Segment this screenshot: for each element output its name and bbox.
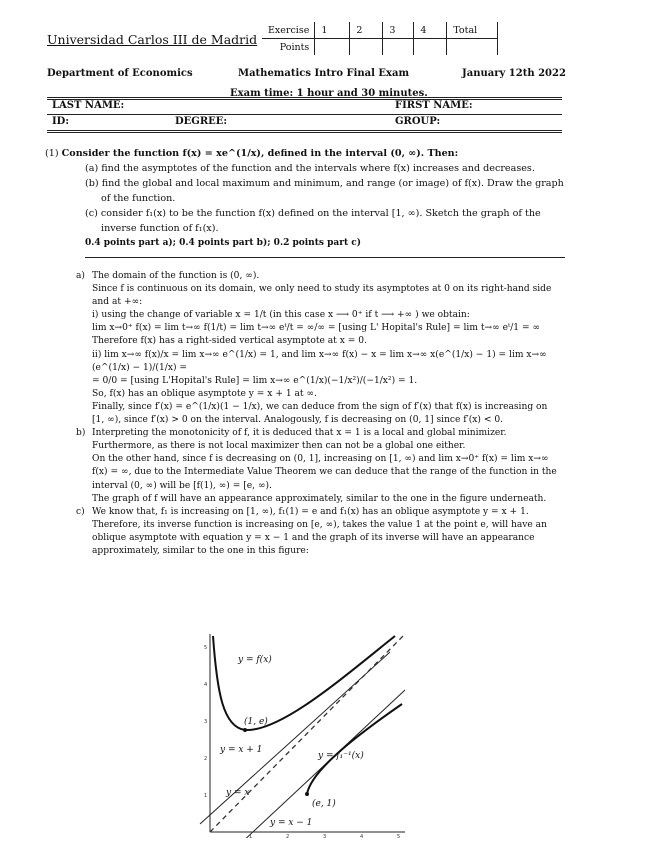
- id-field[interactable]: ID:: [52, 116, 70, 127]
- exam-title: Mathematics Intro Final Exam: [238, 68, 410, 79]
- y-tick-1: 1: [204, 793, 208, 799]
- score-row-points-label: Points: [279, 41, 310, 53]
- score-col-4: 4: [414, 22, 447, 39]
- exam-date: January 12th 2022: [462, 68, 566, 79]
- label-asym2: y = x − 1: [270, 818, 313, 828]
- y-tick-5: 5: [204, 645, 208, 651]
- score-col-3: 3: [383, 22, 414, 39]
- score-col-2: 2: [350, 22, 383, 39]
- question-item-c: (c) consider f₁(x) to be the function f(x) defined on the interval [1, ∞). Sketch the graph of the inverse function of f₁(x).: [85, 208, 541, 234]
- score-col-1: 1: [315, 22, 350, 39]
- score-col-total: Total: [447, 22, 498, 39]
- points-distribution: 0.4 points part a); 0.4 points part b); 0.2 points part c): [85, 238, 361, 248]
- first-name-field[interactable]: FIRST NAME:: [395, 100, 473, 111]
- x-tick-1: 1: [249, 834, 253, 840]
- points-cell-2[interactable]: [350, 39, 383, 56]
- label-asym1: y = x + 1: [220, 745, 263, 755]
- department: Department of Economics: [47, 68, 193, 79]
- y-tick-4: 4: [204, 682, 208, 688]
- x-tick-3: 3: [323, 834, 327, 840]
- points-cell-total[interactable]: [447, 39, 498, 56]
- question-item-b: (b) find the global and local maximum and minimum, and range (or image) of f(x). Draw the graph of the function.: [85, 178, 564, 204]
- points-cell-4[interactable]: [414, 39, 447, 56]
- score-row-exercise-label: Exercise: [262, 22, 315, 39]
- label-f: y = f(x): [238, 655, 272, 665]
- y-tick-2: 2: [204, 756, 208, 762]
- x-tick-5: 5: [397, 834, 401, 840]
- degree-field[interactable]: DEGREE:: [175, 116, 228, 127]
- score-table: [262, 22, 498, 55]
- y-tick-3: 3: [204, 719, 208, 725]
- label-inv-point: (e, 1): [312, 799, 336, 809]
- group-field[interactable]: GROUP:: [395, 116, 441, 127]
- points-cell-1[interactable]: [315, 39, 350, 56]
- solution-part-a: a) The domain of the function is (0, ∞). Since f is continuous on its domain, we only need to study its asymptotes at 0 on its right-hand side and at +∞: i) using the change of variable x = 1/t (in this case x ⟶ 0⁺ if t ⟶ +∞ ) we obtain: lim x→0⁺ f(x) = lim t→∞ f(1/t) = lim t→∞ eᵗ/t = ∞/∞ = [using L' Hopital's Rule] = lim t→∞ eᵗ/1 = ∞ Therefore f(x) has a right-sided vertical asymptote at x = 0. ii) lim x→∞ f(x)/x = lim x→∞ e^(1/x) = 1, and lim x→∞ f(x) − x = lim x→∞ x(e^(1/x) − 1) = lim x→∞ (e^(1/x) − 1)/(1/x) = = 0/0 = [using L'Hopital's Rule] = lim x→∞ e^(1/x)(−1/x²)/(−1/x²) = 1. So, f(x) has an oblique asymptote y = x + 1 at ∞. Finally, since f′(x) = e^(1/x)(1 − 1/x), we can deduce from the sign of f′(x) that f(x) is increasing on [1, ∞), since f′(x) > 0 on the interval. Analogously, f is decreasing on (0, 1] since f′(x) < 0.: [76, 271, 552, 426]
- solution-block: [76, 270, 562, 558]
- min-point-marker: [243, 728, 247, 732]
- points-cell-3[interactable]: [383, 39, 414, 56]
- curve-f: [213, 636, 395, 730]
- solution-part-c: c) We know that, f₁ is increasing on [1, ∞), f₁(1) = e and f₁(x) has an oblique asymptote y = x + 1. Therefore, its inverse function is increasing on [e, ∞), takes the value 1 at the point e, will have an oblique asymptote with equation y = x − 1 and the graph of its inverse will have an appearance approximately, similar to the one in this figure:: [76, 506, 547, 556]
- question-number: (1): [45, 148, 59, 159]
- x-tick-2: 2: [286, 834, 290, 840]
- label-diag: y = x: [226, 788, 250, 798]
- label-min-point: (1, e): [244, 717, 268, 727]
- label-inverse: y = f₁⁻¹(x): [318, 751, 364, 761]
- curve-inverse: [307, 704, 402, 794]
- x-tick-4: 4: [360, 834, 364, 840]
- question-item-a: (a) find the asymptotes of the function and the intervals where f(x) increases and decreases.: [85, 163, 535, 174]
- question-lead: Consider the function f(x) = xe^(1/x), defined in the interval (0, ∞). Then:: [61, 148, 459, 159]
- university-name: Universidad Carlos III de Madrid: [47, 32, 258, 47]
- function-graph: [190, 632, 410, 844]
- solution-part-b: b) Interpreting the monotonicity of f, it is deduced that x = 1 is a local and global minimizer. Furthermore, as there is not local maximizer then can not be a global one either. On the other hand, since f is decreasing on (0, 1], increasing on [1, ∞) and lim x→0⁺ f(x) = lim x→∞ f(x) = ∞, due to the Intermediate Value Theorem we can deduce that the range of the function in the interval (0, ∞) will be [f(1), ∞) = [e, ∞). The graph of f will have an appearance approximately, similar to the one in the figure underneath.: [76, 428, 557, 504]
- question-block: [45, 146, 565, 251]
- inverse-point-marker: [305, 792, 309, 796]
- last-name-field[interactable]: LAST NAME:: [52, 100, 125, 111]
- exam-time: Exam time: 1 hour and 30 minutes.: [230, 88, 428, 99]
